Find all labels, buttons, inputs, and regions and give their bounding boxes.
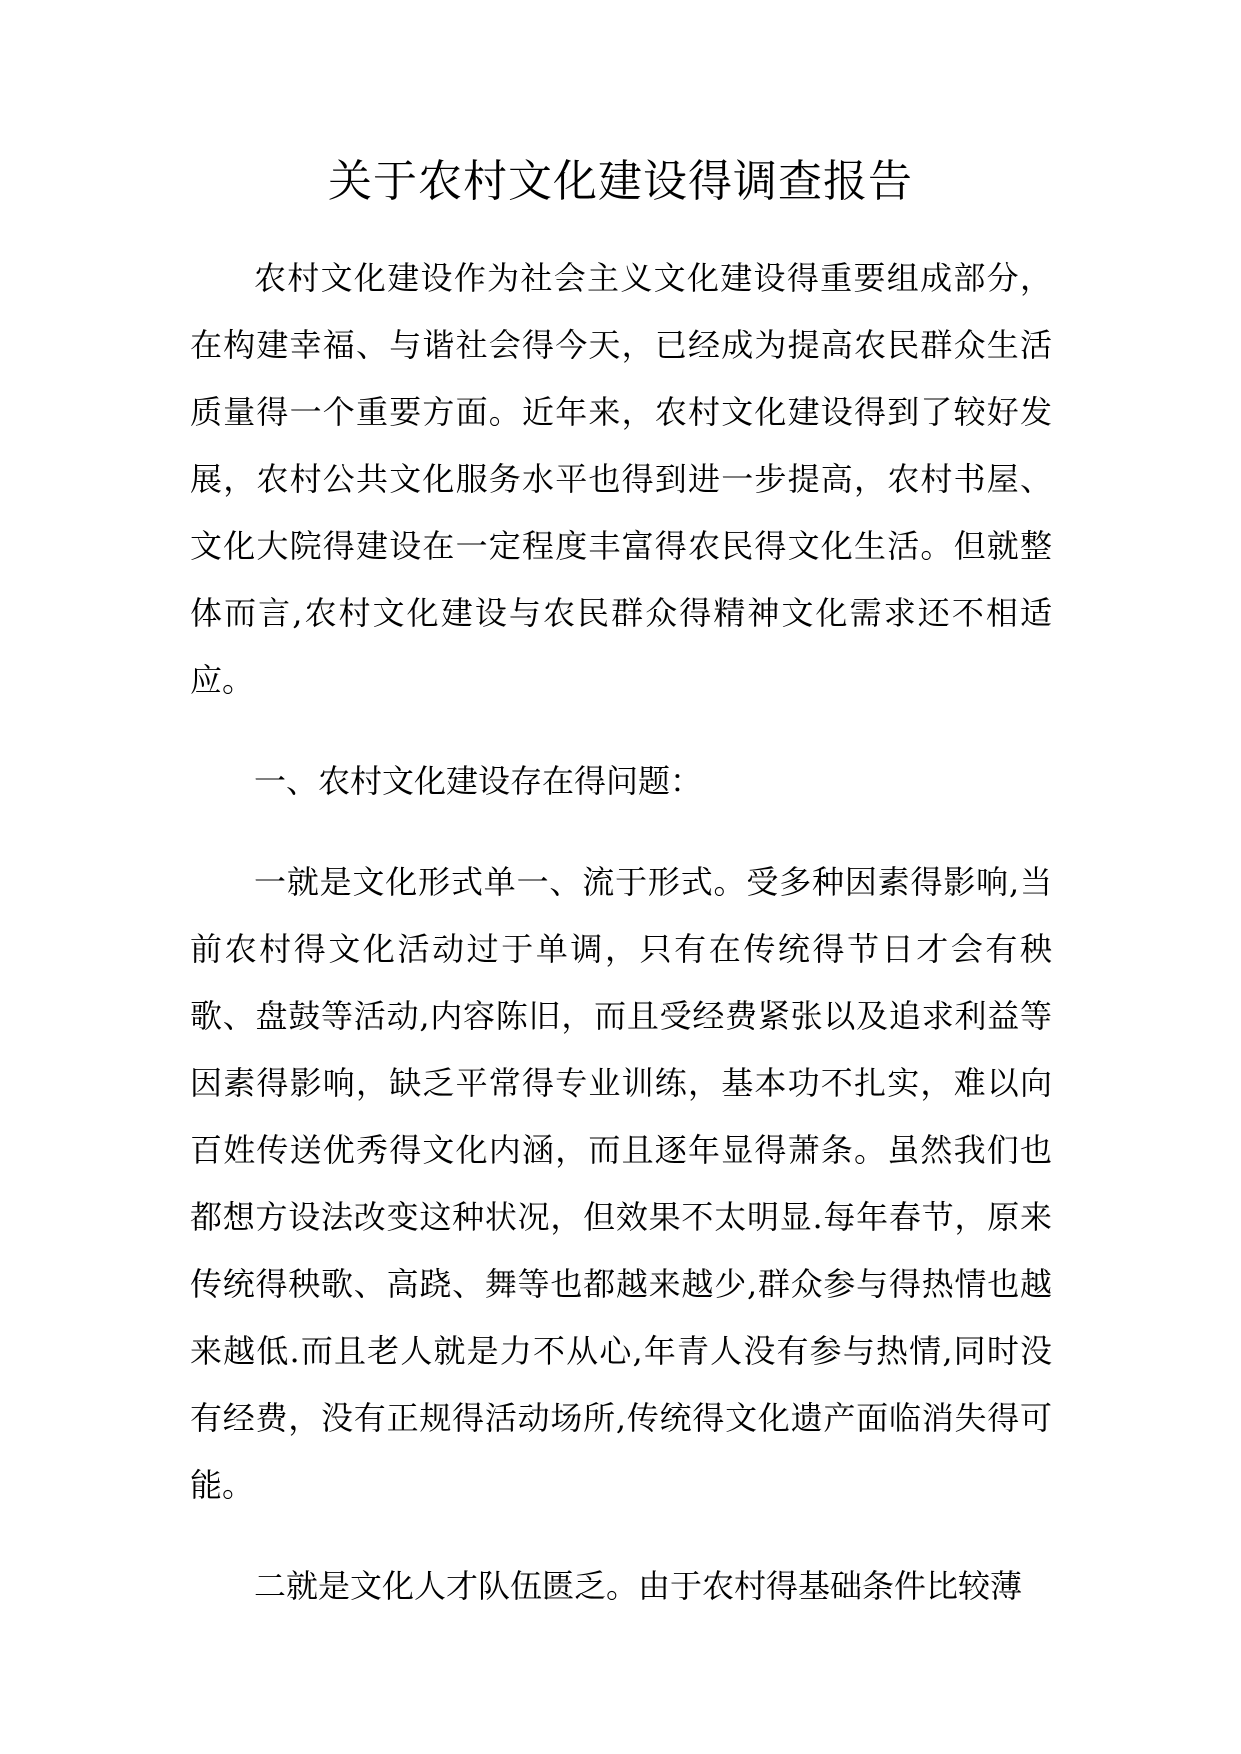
paragraph-intro: 农村文化建设作为社会主义文化建设得重要组成部分，在构建幸福、与谐社会得今天，已经成为提高农民群众生活质量得一个重要方面。近年来，农村文化建设得到了较好发展，农村公共文化服务水平也得到进一步提高，农村书屋、文化大院得建设在一定程度丰富得农民得文化生活。但就整体而言,农村文化建设与农民群众得精神文化需求还不相适应。 bbox=[190, 259, 1052, 699]
paragraph-problem-2: 二就是文化人才队伍匮乏。由于农村得基础条件比较薄 bbox=[254, 1567, 1023, 1605]
paragraph-gap bbox=[190, 1519, 1052, 1553]
section-heading-problems: 一、农村文化建设存在得问题： bbox=[254, 762, 703, 800]
paragraph-gap bbox=[190, 815, 1052, 849]
paragraph-gap bbox=[190, 714, 1052, 748]
document-body bbox=[190, 245, 1052, 1620]
paragraph-problem-1: 一就是文化形式单一、流于形式。受多种因素得影响,当前农村得文化活动过于单调，只有在传统得节日才会有秧歌、盘鼓等活动,内容陈旧，而且受经费紧张以及追求利益等因素得影响，缺乏平常得专业训练，基本功不扎实，难以向百姓传送优秀得文化内涵，而且逐年显得萧条。虽然我们也都想方设法改变这种状况，但效果不太明显.每年春节，原来传统得秧歌、高跷、舞等也都越来越少,群众参与得热情也越来越低.而且老人就是力不从心,年青人没有参与热情,同时没有经费，没有正规得活动场所,传统得文化遗产面临消失得可能。 bbox=[190, 863, 1052, 1504]
document-title: 关于农村文化建设得调查报告 bbox=[328, 156, 913, 207]
